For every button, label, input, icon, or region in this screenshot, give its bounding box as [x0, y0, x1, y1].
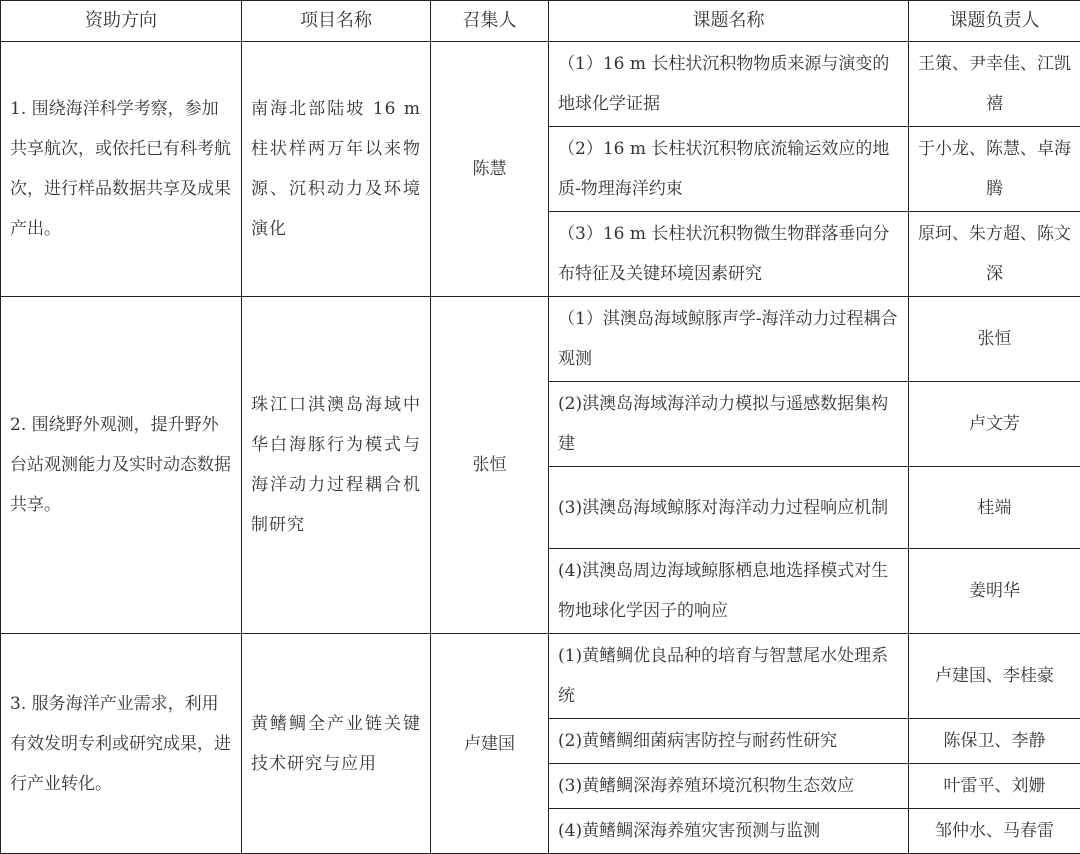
header-topic: 课题名称	[549, 1, 909, 42]
leader-cell: 桂端	[909, 467, 1080, 549]
leader-cell: 邹仲水、马春雷	[909, 809, 1080, 854]
header-convener: 召集人	[431, 1, 549, 42]
leader-cell: 陈保卫、李静	[909, 719, 1080, 764]
header-leader: 课题负责人	[909, 1, 1080, 42]
topic-cell: （1）16 m 长柱状沉积物物质来源与演变的地球化学证据	[549, 42, 909, 127]
topic-cell: (3)黄鳍鲷深海养殖环境沉积物生态效应	[549, 764, 909, 809]
convener-cell: 卢建国	[431, 634, 549, 854]
topic-cell: （2）16 m 长柱状沉积物底流输运效应的地质-物理海洋约束	[549, 127, 909, 212]
leader-cell: 卢文芳	[909, 382, 1080, 467]
table-row	[1, 297, 1080, 382]
topic-cell: （3）16 m 长柱状沉积物微生物群落垂向分布特征及关键环境因素研究	[549, 212, 909, 297]
direction-cell: 2. 围绕野外观测，提升野外台站观测能力及实时动态数据共享。	[1, 297, 242, 634]
leader-cell: 姜明华	[909, 549, 1080, 634]
leader-cell: 张恒	[909, 297, 1080, 382]
topic-cell: (1)黄鳍鲷优良品种的培育与智慧尾水处理系统	[549, 634, 909, 719]
project-cell: 南海北部陆坡 16 m 柱状样两万年以来物源、沉积动力及环境演化	[242, 42, 431, 297]
direction-cell: 1. 围绕海洋科学考察，参加共享航次，或依托已有科考航次，进行样品数据共享及成果产出。	[1, 42, 242, 297]
topic-cell: (4)淇澳岛周边海域鲸豚栖息地选择模式对生物地球化学因子的响应	[549, 549, 909, 634]
leader-cell: 原珂、朱方超、陈文深	[909, 212, 1080, 297]
convener-cell: 陈慧	[431, 42, 549, 297]
convener-cell: 张恒	[431, 297, 549, 634]
table-row	[1, 42, 1080, 127]
leader-cell: 王策、尹幸佳、江凯禧	[909, 42, 1080, 127]
header-direction: 资助方向	[1, 1, 242, 42]
header-project: 项目名称	[242, 1, 431, 42]
topic-cell: (2)黄鳍鲷细菌病害防控与耐药性研究	[549, 719, 909, 764]
leader-cell: 于小龙、陈慧、卓海腾	[909, 127, 1080, 212]
topic-cell: (4)黄鳍鲷深海养殖灾害预测与监测	[549, 809, 909, 854]
direction-cell: 3. 服务海洋产业需求，利用有效发明专利或研究成果，进行产业转化。	[1, 634, 242, 854]
table-row	[1, 634, 1080, 719]
topic-cell: (3)淇澳岛海域鲸豚对海洋动力过程响应机制	[549, 467, 909, 549]
leader-cell: 卢建国、李桂豪	[909, 634, 1080, 719]
leader-cell: 叶雷平、刘姗	[909, 764, 1080, 809]
topic-cell: (2)淇澳岛海域海洋动力模拟与遥感数据集构建	[549, 382, 909, 467]
topic-cell: （1）淇澳岛海域鲸豚声学-海洋动力过程耦合观测	[549, 297, 909, 382]
project-cell: 黄鳍鲷全产业链关键技术研究与应用	[242, 634, 431, 854]
header-row	[1, 1, 1080, 42]
project-cell: 珠江口淇澳岛海域中华白海豚行为模式与海洋动力过程耦合机制研究	[242, 297, 431, 634]
